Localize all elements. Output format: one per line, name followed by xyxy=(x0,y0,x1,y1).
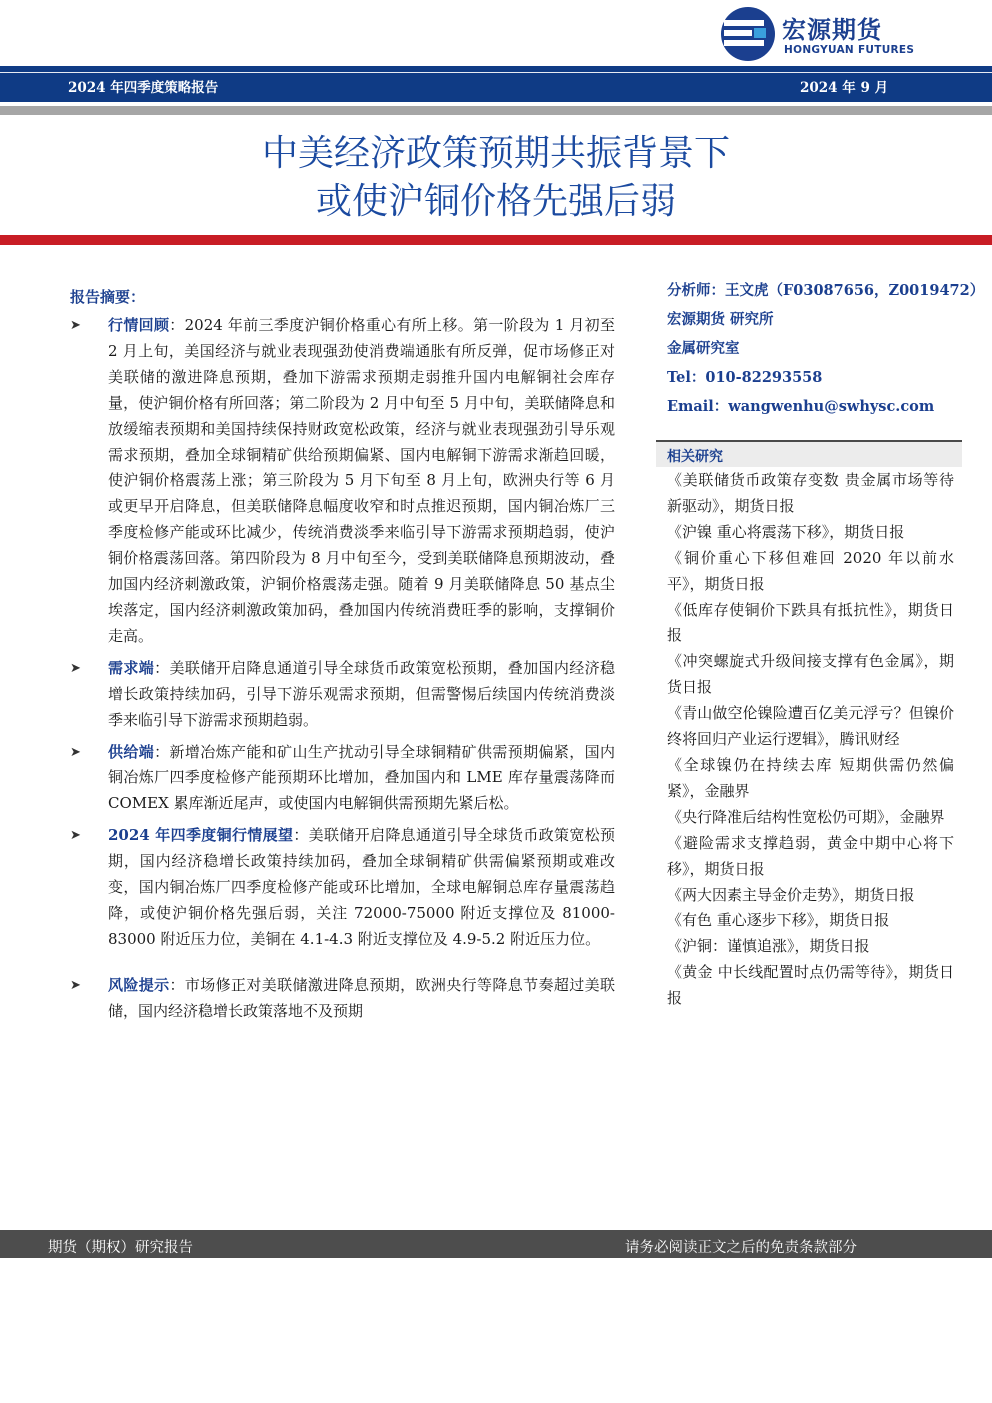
bullet-label: 风险提示 xyxy=(108,975,170,994)
related-item[interactable]: 《美联储货币政策存变数 贵金属市场等待新驱动》，期货日报 xyxy=(667,471,954,515)
bullet-label: 供给端 xyxy=(108,742,155,761)
related-research-header xyxy=(656,440,962,467)
title-rule xyxy=(0,235,992,245)
related-item[interactable]: 《青山做空伦镍险遭百亿美元浮亏？但镍价终将回归产业运行逻辑》，腾讯财经 xyxy=(667,704,954,749)
bullet-label: 2024 年四季度铜行情展望 xyxy=(108,826,294,845)
summary-bullet-supply xyxy=(70,740,615,818)
summary-bullet-risk xyxy=(70,973,615,1025)
logo-name-en: HONGYUAN FUTURES xyxy=(784,44,915,56)
bullet-label: 需求端 xyxy=(108,658,155,677)
footer-disclaimer-note: 请务必阅读正文之后的免责条款部分 xyxy=(625,1240,857,1256)
report-date: 2024 年 9 月 xyxy=(800,80,889,96)
bullet-text: ：美联储开启降息通道引导全球货币政策宽松预期，叠加国内经济稳增长政策持续加码，引导下游乐观需求预期，但需警惕后续国内传统消费淡季来临引导下游需求预期趋弱。 xyxy=(108,658,615,729)
bullet-text: ：美联储开启降息通道引导全球货币政策宽松预期，国内经济稳增长政策持续加码，叠加全球铜精矿供需偏紧预期或难改变，国内铜冶炼厂四季度检修产能或环比增加，全球电解铜总库存量震荡趋降，或使沪铜价格先强后弱，关注 72000-75000 附近支撑位及 81000-83000 附近压力位，美铜在 4.1-4.3 附近支撑位及 4.9-5.2 附近压力位。 xyxy=(108,826,615,948)
bullet-arrow-icon: ➤ xyxy=(70,318,81,333)
related-item[interactable]: 《沪铜：谨慎追涨》，期货日报 xyxy=(667,937,870,956)
related-research-heading: 相关研究 xyxy=(667,449,723,465)
bullet-arrow-icon: ➤ xyxy=(70,977,81,993)
report-title xyxy=(0,130,992,226)
summary-bullet-market-review xyxy=(70,313,615,650)
related-item[interactable]: 《有色 重心逐步下移》，期货日报 xyxy=(667,911,890,930)
analyst-org: 宏源期货 研究所 xyxy=(667,311,774,328)
related-item[interactable]: 《两大因素主导金价走势》，期货日报 xyxy=(667,885,915,904)
report-type: 2024 年四季度策略报告 xyxy=(68,80,219,96)
bullet-arrow-icon: ➤ xyxy=(70,828,81,844)
related-item[interactable]: 《全球镍仍在持续去库 短期供需仍然偏紧》，金融界 xyxy=(667,755,954,800)
related-research-list xyxy=(667,468,954,1012)
related-item[interactable]: 《黄金 中长线配置时点仍需等待》，期货日报 xyxy=(667,963,954,1008)
title-line-2: 或使沪铜价格先强后弱 xyxy=(315,181,676,222)
bullet-text: ：2024 年前三季度沪铜价格重心有所上移。第一阶段为 1 月初至 2 月上旬，美国经济与就业表现强劲使消费端通胀有所反弹，促市场修正对美联储的激进降息预期，叠加下游需求预期走弱推升国内电解铜社会库存量，使沪铜价格有所回落；第二阶段为 2 月中旬至 5 月中旬，美联储降息和放缓缩表预期和美国持续保持财政宽松政策，经济与就业表现强劲引导乐观需求预期，叠加全球铜精矿供给预期偏紧、国内电解铜下游需求渐趋回暖，使沪铜价格震荡上涨；第三阶段为 5 月下旬至 8 月上旬，欧洲央行等 6 月或更早开启降息，但美联储降息幅度收窄和时点推迟预期，国内铜冶炼厂三季度检修产能或环比减少，传统消费淡季来临引导下游需求预期趋弱，使沪铜价格震荡回落。第四阶段为 8 月中旬至今，受到美联储降息预期波动，叠加国内经济刺激政策，沪铜价格震荡走强。随着 9 月美联储降息 50 基点尘埃落定，国内经济刺激政策加码，叠加国内传统消费旺季的影响，支撑铜价走高。 xyxy=(108,316,615,645)
related-item[interactable]: 《央行降准后结构性宽松仍可期》，金融界 xyxy=(667,807,945,826)
analyst-email[interactable]: Email：wangwenhu@swhysc.com xyxy=(667,398,935,415)
header-divider xyxy=(0,72,992,73)
bullet-arrow-icon: ➤ xyxy=(70,660,81,676)
analyst-tel: Tel：010-82293558 xyxy=(667,369,823,386)
footer-report-type: 期货（期权）研究报告 xyxy=(48,1240,193,1256)
company-logo xyxy=(718,6,968,62)
related-item[interactable]: 《铜价重心下移但难回 2020 年以前水平》，期货日报 xyxy=(667,548,954,593)
analyst-info xyxy=(667,276,985,421)
analyst-name: 分析师：王文虎（F03087656，Z0019472） xyxy=(667,282,985,299)
report-summary xyxy=(70,286,615,1025)
analyst-dept: 金属研究室 xyxy=(667,340,740,357)
logo-name-cn: 宏源期货 xyxy=(782,16,882,44)
bullet-text: ：新增冶炼产能和矿山生产扰动引导全球铜精矿供需预期偏紧，国内铜冶炼厂四季度检修产能预期环比增加，叠加国内和 LME 库存量震荡降而 COMEX 累库渐近尾声，或使国内电解铜供需预期先紧后松。 xyxy=(108,742,615,813)
related-item[interactable]: 《避险需求支撑趋弱，黄金中期中心将下移》，期货日报 xyxy=(667,833,954,878)
bullet-arrow-icon: ➤ xyxy=(70,744,81,760)
summary-bullet-outlook xyxy=(70,823,615,953)
logo-mark-icon xyxy=(718,6,778,62)
title-line-1: 中美经济政策预期共振背景下 xyxy=(261,133,730,174)
bullet-text: ：市场修正对美联储激进降息预期，欧洲央行等降息节奏超过美联储，国内经济稳增长政策落地不及预期 xyxy=(108,975,615,1020)
bullet-label: 行情回顾 xyxy=(108,316,170,334)
related-item[interactable]: 《低库存使铜价下跌具有抵抗性》，期货日报 xyxy=(667,600,954,645)
related-item[interactable]: 《沪镍 重心将震荡下移》，期货日报 xyxy=(667,522,905,541)
related-item[interactable]: 《冲突螺旋式升级间接支撑有色金属》，期货日报 xyxy=(667,652,954,697)
summary-bullet-demand xyxy=(70,656,615,734)
gray-divider xyxy=(0,106,992,115)
summary-heading: 报告摘要： xyxy=(70,288,146,306)
